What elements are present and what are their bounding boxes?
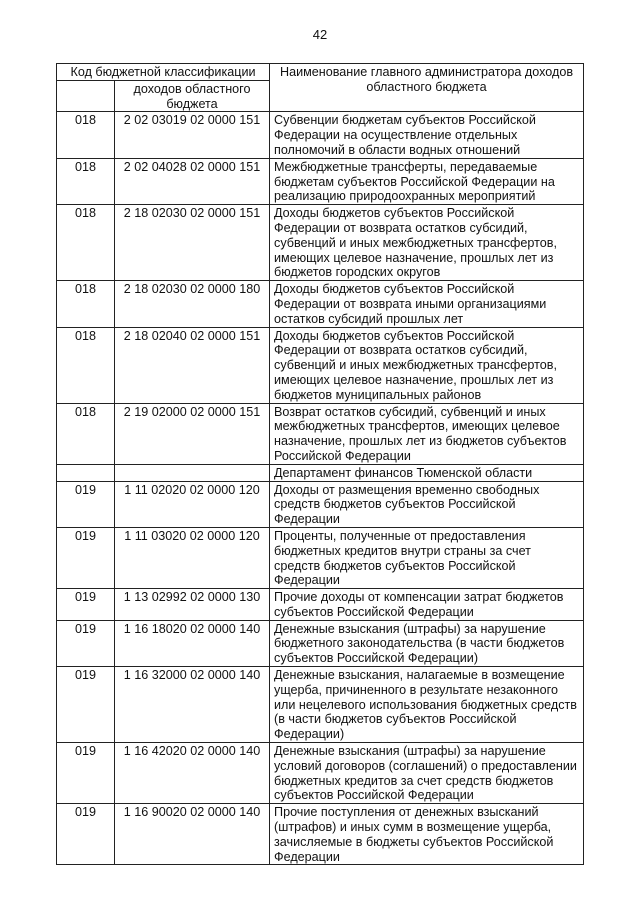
revenue-name-cell: Доходы бюджетов субъектов Российской Федерации от возврата остатков субсидий, субвенций и иных межбюджетных трансфертов, имеющих целевое назначение, прошлых лет из бюджетов муниципальных районов <box>270 327 584 403</box>
revenue-name-cell: Проценты, полученные от предоставления бюджетных кредитов внутри страны за счет средств бюджетов субъектов Российской Федерации <box>270 527 584 588</box>
table-row <box>57 158 584 204</box>
revenue-name-cell: Субвенции бюджетам субъектов Российской Федерации на осуществление отдельных полномочий в области водных отношений <box>270 112 584 158</box>
revenue-code-cell: 2 18 02030 02 0000 151 <box>115 205 270 281</box>
classification-code-header: Код бюджетной классификации <box>57 64 270 81</box>
table-row <box>57 667 584 743</box>
administrator-code-cell: 019 <box>57 620 115 666</box>
revenue-code-cell: 1 11 02020 02 0000 120 <box>115 481 270 527</box>
administrator-code-cell: 019 <box>57 527 115 588</box>
revenue-code-cell: 2 19 02000 02 0000 151 <box>115 403 270 464</box>
administrator-code-cell: 018 <box>57 281 115 327</box>
table-row <box>57 327 584 403</box>
table-header <box>57 64 584 112</box>
administrator-code-cell <box>57 464 115 481</box>
administrator-code-cell: 019 <box>57 743 115 804</box>
department-name-cell: Департамент финансов Тюменской области <box>270 464 584 481</box>
table-row <box>57 205 584 281</box>
revenue-name-cell: Доходы бюджетов субъектов Российской Федерации от возврата иными организациями остатков субсидий прошлых лет <box>270 281 584 327</box>
department-row <box>57 464 584 481</box>
revenue-name-cell: Денежные взыскания (штрафы) за нарушение бюджетного законодательства (в части бюджетов субъектов Российской Федерации) <box>270 620 584 666</box>
table-row <box>57 481 584 527</box>
revenue-name-cell: Доходы от размещения временно свободных средств бюджетов субъектов Российской Федерации <box>270 481 584 527</box>
revenue-name-cell: Денежные взыскания (штрафы) за нарушение условий договоров (соглашений) о предоставлении бюджетных кредитов за счет средств бюджетов субъектов Российской Федерации <box>270 743 584 804</box>
revenue-name-cell: Возврат остатков субсидий, субвенций и иных межбюджетных трансфертов, имеющих целевое назначение, прошлых лет из бюджетов субъектов Российской Федерации <box>270 403 584 464</box>
revenue-code-cell: 2 02 03019 02 0000 151 <box>115 112 270 158</box>
administrator-code-cell: 018 <box>57 403 115 464</box>
revenue-name-cell: Прочие доходы от компенсации затрат бюджетов субъектов Российской Федерации <box>270 589 584 621</box>
administrator-code-cell: 018 <box>57 112 115 158</box>
revenue-name-cell: Доходы бюджетов субъектов Российской Федерации от возврата остатков субсидий, субвенций и иных межбюджетных трансфертов, имеющих целевое назначение, прошлых лет из бюджетов городских округов <box>270 205 584 281</box>
table-row <box>57 281 584 327</box>
revenue-name-cell: Денежные взыскания, налагаемые в возмещение ущерба, причиненного в результате незаконного или нецелевого использования бюджетных средств (в части бюджетов субъектов Российской Федерации) <box>270 667 584 743</box>
revenue-code-cell: 1 11 03020 02 0000 120 <box>115 527 270 588</box>
table-row <box>57 527 584 588</box>
table-row <box>57 589 584 621</box>
revenue-code-cell: 1 16 32000 02 0000 140 <box>115 667 270 743</box>
table-row <box>57 403 584 464</box>
administrator-code-cell: 019 <box>57 589 115 621</box>
administrator-code-cell: 018 <box>57 158 115 204</box>
revenue-code-cell: 1 16 42020 02 0000 140 <box>115 743 270 804</box>
administrator-code-header <box>57 80 115 112</box>
revenue-code-cell: 2 18 02040 02 0000 151 <box>115 327 270 403</box>
revenue-name-cell: Прочие поступления от денежных взысканий (штрафов) и иных сумм в возмещение ущерба, зачисляемые в бюджеты субъектов Российской Федерации <box>270 804 584 865</box>
table-row <box>57 620 584 666</box>
table-row <box>57 743 584 804</box>
revenue-code-cell <box>115 464 270 481</box>
revenue-code-cell: 2 02 04028 02 0000 151 <box>115 158 270 204</box>
revenue-code-cell: 1 13 02992 02 0000 130 <box>115 589 270 621</box>
revenue-code-cell: 2 18 02030 02 0000 180 <box>115 281 270 327</box>
revenue-code-cell: 1 16 18020 02 0000 140 <box>115 620 270 666</box>
budget-classification-table <box>56 63 584 865</box>
administrator-code-cell: 018 <box>57 327 115 403</box>
revenue-code-cell: 1 16 90020 02 0000 140 <box>115 804 270 865</box>
revenue-name-cell: Межбюджетные трансферты, передаваемые бюджетам субъектов Российской Федерации на реализацию природоохранных мероприятий <box>270 158 584 204</box>
administrator-code-cell: 019 <box>57 667 115 743</box>
table-body <box>57 112 584 865</box>
table-row <box>57 112 584 158</box>
administrator-name-header: Наименование главного администратора доходов областного бюджета <box>270 64 584 112</box>
regional-revenues-header: доходов областного бюджета <box>115 80 270 112</box>
table-row <box>57 804 584 865</box>
page-number: 42 <box>312 27 328 42</box>
administrator-code-cell: 018 <box>57 205 115 281</box>
administrator-code-cell: 019 <box>57 481 115 527</box>
administrator-code-cell: 019 <box>57 804 115 865</box>
